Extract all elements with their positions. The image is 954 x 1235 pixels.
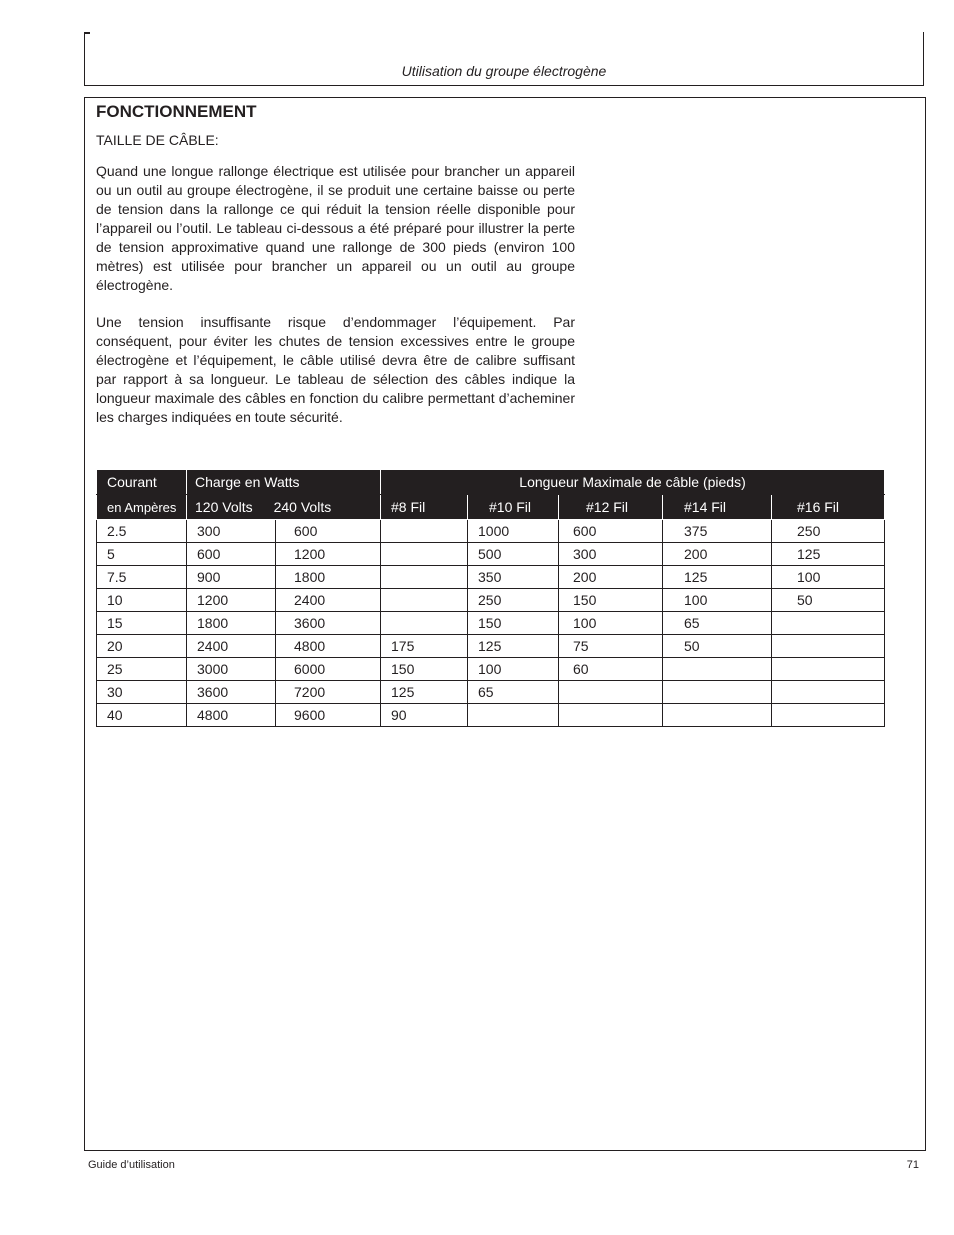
cell-gauge-16: [772, 704, 885, 727]
header-max-length: Longueur Maximale de câble (pieds): [381, 470, 885, 495]
cell-240v: 7200: [276, 681, 381, 704]
header-volts: [187, 495, 381, 520]
header-gauge-8: #8 Fil: [381, 495, 468, 520]
cell-gauge-12: 60: [559, 658, 663, 681]
cell-gauge-10: 100: [468, 658, 559, 681]
cell-amps: 15: [97, 612, 187, 635]
cell-120v: 3600: [187, 681, 276, 704]
cell-120v: 1200: [187, 589, 276, 612]
cell-amps: 20: [97, 635, 187, 658]
table-row: [97, 566, 885, 589]
cell-120v: 900: [187, 566, 276, 589]
cell-gauge-14: [663, 704, 772, 727]
header-load-watts: Charge en Watts: [187, 470, 381, 495]
cell-gauge-14: 100: [663, 589, 772, 612]
cell-240v: 4800: [276, 635, 381, 658]
cell-gauge-10: 150: [468, 612, 559, 635]
cell-gauge-8: [381, 543, 468, 566]
table-row: [97, 612, 885, 635]
table-row: [97, 635, 885, 658]
cell-120v: 300: [187, 520, 276, 543]
cell-gauge-12: 200: [559, 566, 663, 589]
cell-gauge-8: [381, 612, 468, 635]
cell-gauge-10: 250: [468, 589, 559, 612]
cell-240v: 1800: [276, 566, 381, 589]
cell-gauge-10: 1000: [468, 520, 559, 543]
table-body: [97, 520, 885, 727]
cell-gauge-8: 150: [381, 658, 468, 681]
cell-240v: 9600: [276, 704, 381, 727]
cell-gauge-8: 125: [381, 681, 468, 704]
subsection-title: TAILLE DE CÂBLE:: [96, 132, 219, 148]
cell-240v: 2400: [276, 589, 381, 612]
cell-gauge-8: [381, 566, 468, 589]
cell-120v: 600: [187, 543, 276, 566]
cell-amps: 30: [97, 681, 187, 704]
cell-120v: 1800: [187, 612, 276, 635]
cell-gauge-14: [663, 681, 772, 704]
table-row: [97, 658, 885, 681]
paragraph-voltage-drop: Quand une longue rallonge électrique est utilisée pour brancher un appareil ou un outil au groupe électrogène, il se produit une certaine baisse ou perte de tension dans la rallonge ce qui réduit la tension réelle disponible pour l’appareil ou l’outil. Le tableau ci-dessous a été préparé pour illustrer la perte de tension approximative quand une rallonge de 300 pieds (environ 100 mètres) est utilisée pour brancher un appareil ou un outil au groupe électrogène.: [96, 163, 575, 293]
header-gauge-16: #16 Fil: [772, 495, 885, 520]
running-header: Utilisation du groupe électrogène: [401, 63, 607, 79]
cell-gauge-14: 50: [663, 635, 772, 658]
cell-gauge-16: [772, 635, 885, 658]
section-title: FONCTIONNEMENT: [96, 102, 257, 121]
cable-size-table: [96, 469, 885, 727]
cell-gauge-8: 175: [381, 635, 468, 658]
cell-gauge-16: [772, 681, 885, 704]
cell-gauge-16: [772, 612, 885, 635]
cell-gauge-10: 350: [468, 566, 559, 589]
cell-amps: 40: [97, 704, 187, 727]
cell-amps: 2.5: [97, 520, 187, 543]
cell-gauge-12: [559, 704, 663, 727]
cell-gauge-16: [772, 658, 885, 681]
cell-gauge-12: [559, 681, 663, 704]
cell-120v: 4800: [187, 704, 276, 727]
cell-gauge-10: 65: [468, 681, 559, 704]
cell-gauge-16: 125: [772, 543, 885, 566]
table-row: [97, 543, 885, 566]
cell-amps: 25: [97, 658, 187, 681]
table-subheader-row: [97, 495, 885, 520]
cell-gauge-14: 65: [663, 612, 772, 635]
header-gauge-10: #10 Fil: [468, 495, 559, 520]
cell-gauge-8: 90: [381, 704, 468, 727]
paragraph-cable-gauge: Une tension insuffisante risque d’endommager l’équipement. Par conséquent, pour éviter les chutes de tension excessives entre le groupe électrogène et l’équipement, le câble utilisé devra être de calibre suffisant par rapport à sa longueur. Le tableau de sélection des câbles indique la longueur maximale des câbles en fonction du calibre permettant d’acheminer les charges indiquées en toute sécurité.: [96, 314, 575, 425]
header-240-volts: 240 Volts: [273, 499, 332, 515]
cell-240v: 6000: [276, 658, 381, 681]
header-amps: en Ampères: [97, 495, 187, 520]
footer-guide-title: Guide d’utilisation: [88, 1159, 175, 1171]
header-120-volts: 120 Volts: [195, 499, 253, 515]
cell-amps: 10: [97, 589, 187, 612]
cell-240v: 3600: [276, 612, 381, 635]
table-header-row: [97, 470, 885, 495]
cell-gauge-14: 125: [663, 566, 772, 589]
header-gauge-14: #14 Fil: [663, 495, 772, 520]
cell-gauge-10: 125: [468, 635, 559, 658]
table-row: [97, 520, 885, 543]
cell-gauge-12: 600: [559, 520, 663, 543]
cell-gauge-14: [663, 658, 772, 681]
cell-gauge-14: 375: [663, 520, 772, 543]
cell-gauge-16: 100: [772, 566, 885, 589]
table-row: [97, 589, 885, 612]
cell-240v: 1200: [276, 543, 381, 566]
cell-gauge-16: 50: [772, 589, 885, 612]
cell-gauge-12: 75: [559, 635, 663, 658]
table-row: [97, 681, 885, 704]
cell-amps: 5: [97, 543, 187, 566]
table-row: [97, 704, 885, 727]
cell-gauge-10: 500: [468, 543, 559, 566]
cell-gauge-10: [468, 704, 559, 727]
cell-gauge-8: [381, 589, 468, 612]
cell-gauge-12: 300: [559, 543, 663, 566]
cell-gauge-12: 100: [559, 612, 663, 635]
page-number: 71: [906, 1159, 919, 1171]
cell-amps: 7.5: [97, 566, 187, 589]
cell-gauge-8: [381, 520, 468, 543]
header-gauge-12: #12 Fil: [559, 495, 663, 520]
cell-120v: 2400: [187, 635, 276, 658]
header-current: Courant: [97, 470, 187, 495]
cell-240v: 600: [276, 520, 381, 543]
cell-gauge-12: 150: [559, 589, 663, 612]
cell-gauge-16: 250: [772, 520, 885, 543]
cell-120v: 3000: [187, 658, 276, 681]
cell-gauge-14: 200: [663, 543, 772, 566]
